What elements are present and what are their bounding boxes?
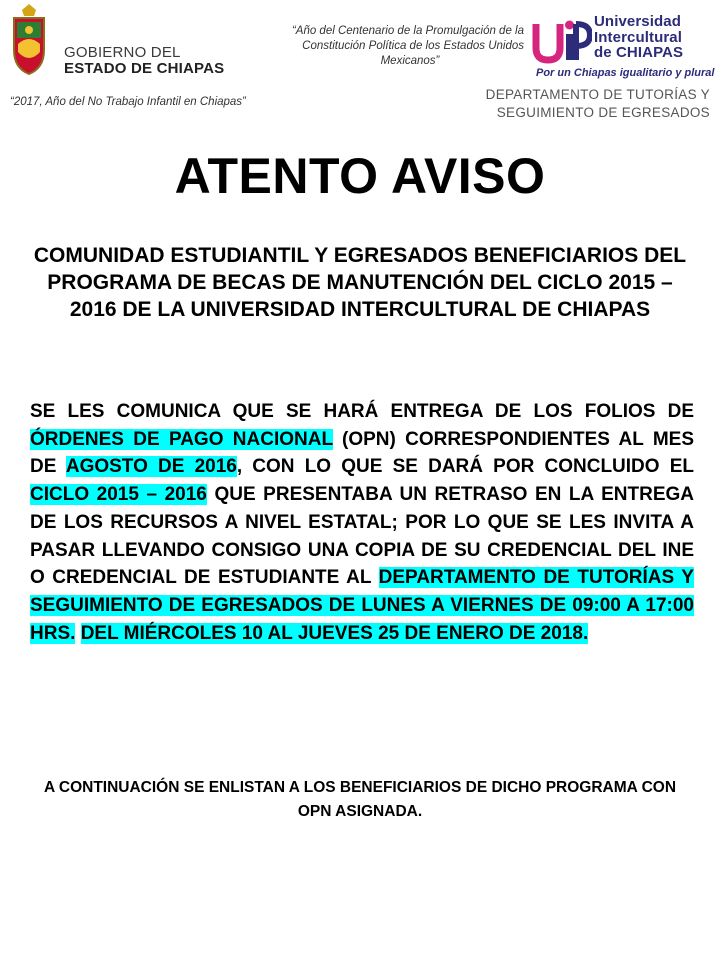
department-line1: DEPARTAMENTO DE TUTORÍAS Y <box>485 87 710 102</box>
centenary-motto-line2: Constitución Política de los Estados Unidos <box>302 40 524 52</box>
university-name <box>594 14 683 61</box>
centenary-motto-line3: Mexicanos” <box>380 55 440 67</box>
chiapas-coat-of-arms-logo <box>6 4 52 76</box>
notice-subtitle: COMUNIDAD ESTUDIANTIL Y EGRESADOS BENEFICIARIOS DEL PROGRAMA DE BECAS DE MANUTENCIÓN DEL CICLO 2015 – 2016 DE LA UNIVERSIDAD INTERCULTURAL DE CHIAPAS <box>33 244 687 321</box>
department-line2: SEGUIMIENTO DE EGRESADOS <box>496 105 710 120</box>
notice-title: ATENTO AVISO <box>174 148 546 204</box>
uni-name-de: de <box>594 44 612 61</box>
highlight-dates: DEL MIÉRCOLES 10 AL JUEVES 25 DE ENERO DE 2018. <box>80 622 589 644</box>
body-text-1: SE LES COMUNICA QUE SE HARÁ ENTREGA DE LOS FOLIOS DE <box>30 401 694 422</box>
highlight-cycle: CICLO 2015 – 2016 <box>30 484 207 506</box>
centenary-motto <box>236 24 524 69</box>
body-text-3: , CON LO QUE SE DARÁ POR CONCLUIDO EL <box>236 456 694 478</box>
year-motto: “2017, Año del No Trabajo Infantil en Chiapas” <box>10 96 246 108</box>
uni-name-line2: Intercultural <box>594 28 682 46</box>
centenary-motto-line1: “Año del Centenario de la Promulgación de la <box>291 25 524 37</box>
highlight-department-hours: DEPARTAMENTO DE TUTORÍAS Y SEGUIMIENTO DE EGRESADOS DE LUNES A VIERNES DE 09:00 A 17:00 HRS. <box>30 567 694 644</box>
body-text-4: QUE PRESENTABA UN RETRASO EN LA ENTREGA DE LOS RECURSOS A NIVEL ESTATAL; POR LO QUE SE LES INVITA A PASAR LLEVANDO CONSIGO UNA COPIA DE SU CREDENCIAL DEL INE O CREDENCIAL DE ESTUDIANTE AL <box>30 484 694 589</box>
gov-name-line2: ESTADO DE CHIAPAS <box>64 60 225 77</box>
closing-note: A CONTINUACIÓN SE ENLISTAN A LOS BENEFICIARIOS DE DICHO PROGRAMA CON OPN ASIGNADA. <box>43 779 677 820</box>
notice-body <box>30 398 694 647</box>
uni-name-chiapas: CHIAPAS <box>616 44 684 61</box>
department-name <box>430 86 710 122</box>
gov-name-line1: GOBIERNO DEL <box>64 44 181 61</box>
body-text-5 <box>75 623 80 644</box>
highlight-opn: ÓRDENES DE PAGO NACIONAL <box>30 428 333 450</box>
university-slogan: Por un Chiapas igualitario y plural <box>536 67 715 79</box>
university-logo <box>532 14 592 66</box>
highlight-month: AGOSTO DE 2016 <box>65 456 237 478</box>
uni-name-line1: Universidad <box>594 13 681 30</box>
body-text-2: (OPN) CORRESPONDIENTES AL MES DE <box>30 428 694 478</box>
government-name <box>64 45 224 77</box>
